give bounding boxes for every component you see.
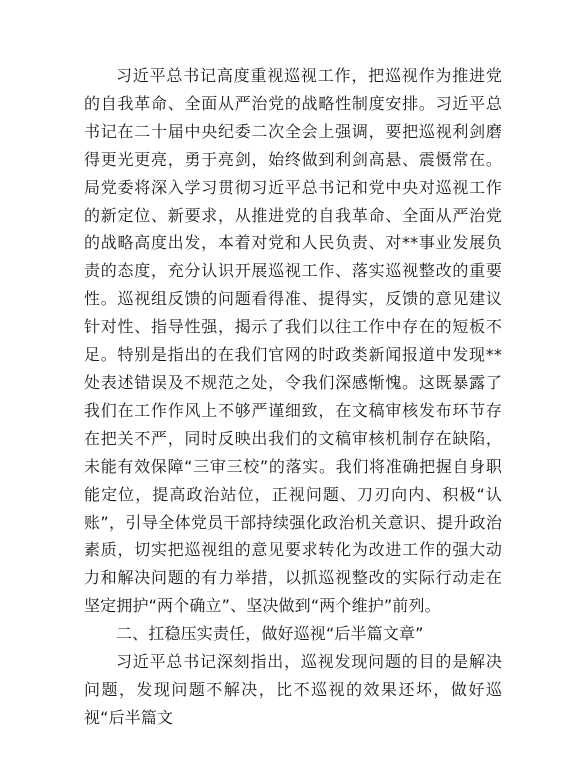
document-body	[84, 62, 502, 732]
paragraph-1: 习近平总书记高度重视巡视工作，把巡视作为推进党的自我革命、全面从严治党的战略性制度安排。习近平总书记在二十届中央纪委二次全会上强调，要把巡视利剑磨得更光更亮，勇于亮剑，始终做到利剑高悬、震慑常在。局党委将深入学习贯彻习近平总书记和党中央对巡视工作的新定位、新要求，从推进党的自我革命、全面从严治党的战略高度出发，本着对党和人民负责、对**事业发展负责的态度，充分认识开展巡视工作、落实巡视整改的重要性。巡视组反馈的问题看得准、提得实，反馈的意见建议针对性、指导性强，揭示了我们以往工作中存在的短板不足。特别是指出的在我们官网的时政类新闻报道中发现**处表述错误及不规范之处，令我们深感惭愧。这既暴露了我们在工作作风上不够严谨细致，在文稿审核发布环节存在把关不严，同时反映出我们的文稿审核机制存在缺陷，未能有效保障“三审三校”的落实。我们将准确把握自身职能定位，提高政治站位，正视问题、刀刃向内、积极“认账”，引导全体党员干部持续强化政治机关意识、提升政治素质，切实把巡视组的意见要求转化为改进工作的强大动力和解决问题的有力举措，以抓巡视整改的实际行动走在坚定拥护“两个确立”、坚决做到“两个维护”前列。	[84, 66, 502, 616]
paragraph-2: 习近平总书记深刻指出，巡视发现问题的目的是解决问题，发现问题不解决，比不巡视的效果还坏，做好巡视“后半篇文	[84, 652, 502, 727]
section-heading-2: 二、扛稳压实责任，做好巡视“后半篇文章”	[116, 624, 424, 644]
